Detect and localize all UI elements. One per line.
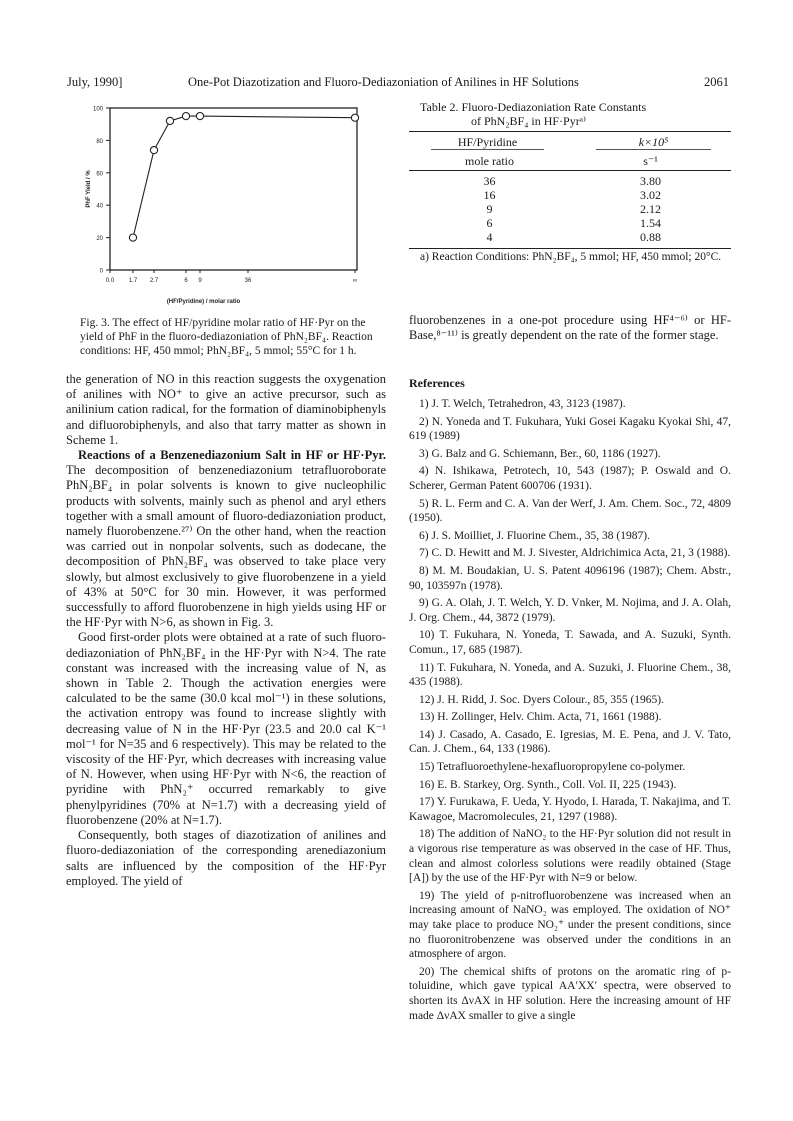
paragraph-2 <box>66 448 386 630</box>
reference-item: 4) N. Ishikawa, Petrotech, 10, 543 (1987); P. Oswald and O. Scherer, German Patent 600706 (1931). <box>409 465 731 492</box>
paragraph-continuation: fluorobenzenes in a one-pot procedure using HF⁴⁻⁶⁾ or HF-Base,⁸⁻¹¹⁾ is greatly dependent on the rate of the former stage. <box>409 313 731 343</box>
x-tick-label: ∞ <box>352 278 358 284</box>
paragraph-2-text: The decomposition of benzenediazonium tetrafluoroborate PhN₂BF₄ in polar solvents is known to give nucleophilic products with solvents, mainly such as phenol and aryl ethers together with a small amount of fluoro-dediazoniation product, namely fluorobenzene.²⁷⁾ On the other hand, when the reaction was carried out in nonpolar solvents, such as dodecane, the decomposition of PhN₂BF₄ was observed to take place very slowly, but almost exclusively to give fluorobenzene in a yield of 43% at 50°C for 30 min. However, it was performed successfully to afford fluorobenzene in high yields using HF or the HF·Pyr with N>6, as shown in Fig. 3. <box>66 463 386 630</box>
reference-item: 20) The chemical shifts of protons on the aromatic ring of p-toluidine, which gave typical AA′XX′ spectra, were observed to shorten its ΔνAX in HF solution. Here the increasing amount of HF made ΔνAX smaller to give a single <box>409 965 731 1022</box>
paragraph-3: Good first-order plots were obtained at a rate of such fluoro-dediazoniation of PhN₂BF₄ in the HF·Pyr with N>4. The rate constant was increased with the increasing value of N, as shown in Table 2. Though the activation energies were calculated to be the same (30.0 kcal mol⁻¹) in these solutions, the activation entropy was found to increase slightly with decreasing value of N in the HF·Pyr (23.5 and 20.0 cal K⁻¹ mol⁻¹ for N=35 and 6 respectively). This may be related to the viscosity of the HF·Pyr, which decreases with increasing value of N. However, when using HF·Pyr with N<6, the reaction of pyridine with PhN₂⁺ occurred remarkably to give phenylpyridines (70% at N=1.7) with a decreasing yield of fluorobenzene (20% at N=1.7). <box>66 630 386 827</box>
table-title-line2: of PhN₂BF₄ in HF·Pyrᵃ⁾ <box>471 114 586 128</box>
table-row <box>409 188 731 202</box>
right-column-continuation <box>409 313 731 343</box>
cell-k: 2.12 <box>640 202 661 216</box>
yield-chart <box>80 98 380 313</box>
paragraph-1: the generation of NO in this reaction suggests the oxygenation of anilines with NO⁺ to give an active precursor, such as anilinium cation radical, for the formation of diaminobiphenyls and difluorobiphenyls, and also that tarry matter as shown in Scheme 1. <box>66 372 386 447</box>
y-tick-label: 100 <box>92 106 103 113</box>
reference-item: 13) H. Zollinger, Helv. Chim. Acta, 71, 1661 (1988). <box>419 711 662 724</box>
section-heading: Reactions of a Benzenediazonium Salt in HF or HF·Pyr. <box>78 448 386 463</box>
table-row <box>409 171 731 189</box>
cell-ratio: 16 <box>483 188 496 202</box>
x-tick-label: 0.0 <box>105 278 115 284</box>
col-sub-ratio: mole ratio <box>465 154 514 168</box>
col-header-k: k×10⁵ <box>596 135 711 150</box>
table-row <box>409 230 731 249</box>
running-header-date: July, 1990] <box>67 75 123 89</box>
data-point <box>351 114 358 121</box>
reference-item: 12) J. H. Ridd, J. Soc. Dyers Colour., 85, 355 (1965). <box>419 693 665 706</box>
table-footnote: a) Reaction Conditions: PhN₂BF₄, 5 mmol; HF, 450 mmol; 20°C. <box>420 251 722 263</box>
data-point <box>150 147 157 154</box>
reference-item: 6) J. S. Moilliet, J. Fluorine Chem., 35, 38 (1987). <box>419 529 650 542</box>
reference-item: 15) Tetrafluoroethylene-hexafluoropropylene co-polymer. <box>419 761 686 774</box>
series-line <box>133 116 355 238</box>
cell-ratio: 36 <box>409 171 570 189</box>
table-row <box>409 216 731 230</box>
references-list <box>409 397 731 1026</box>
reference-item: 5) R. L. Ferm and C. A. Van der Werf, J. Am. Chem. Soc., 72, 4809 (1950). <box>409 497 731 525</box>
reference-item: 18) The addition of NaNO₂ to the HF·Pyr solution did not result in a vigorous rise temperature as was observed in the case of HF. Thus, clean and almost colorless solutions were readily obtained (Stage [A]) by the use of the HF·Pyr with N=9 or below. <box>409 828 731 885</box>
table-title-line1: Table 2. Fluoro-Dediazoniation Rate Constants <box>420 100 647 114</box>
reference-item: 9) G. A. Olah, J. T. Welch, Y. D. Vnker, M. Nojima, and J. A. Olah, J. Org. Chem., 44, 3872 (1979). <box>409 597 731 624</box>
reference-item: 7) C. D. Hewitt and M. J. Sivester, Aldrichimica Acta, 21, 3 (1988). <box>419 547 731 560</box>
table-row <box>409 202 731 216</box>
cell-ratio: 9 <box>486 202 493 216</box>
col-header-ratio: HF/Pyridine <box>431 135 544 150</box>
references-heading: References <box>409 376 465 390</box>
figure-caption: Fig. 3. The effect of HF/pyridine molar ratio of HF·Pyr on the yield of PhF in the fluoro-dediazoniation of PhN₂BF₄. Reaction conditions: HF, 450 mmol; PhN₂BF₄, 5 mmol; 55°C for 1 h. <box>80 317 373 357</box>
left-column <box>66 372 386 889</box>
paragraph-4: Consequently, both stages of diazotization of anilines and fluoro-dediazoniation of the corresponding arenediazonium salts are influenced by the composition of the HF·Pyr employed. The yield of <box>66 828 386 888</box>
y-tick-label: 20 <box>96 236 103 243</box>
table-title <box>420 100 730 128</box>
cell-k: 3.02 <box>640 188 661 202</box>
x-tick-label: 36 <box>244 278 252 284</box>
reference-item: 16) E. B. Starkey, Org. Synth., Coll. Vol. II, 225 (1943). <box>419 778 677 791</box>
data-point <box>182 113 189 120</box>
reference-item: 19) The yield of p-nitrofluorobenzene was increased when an increasing amount of NaNO₂ was employed. The oxidation of NO⁺ may take place to produce NO₂⁺ under the present conditions, since no fluoronitrobenzene was observed under the conditions in an atmosphere of argon. <box>409 889 731 961</box>
reference-item: 11) T. Fukuhara, N. Yoneda, and A. Suzuki, J. Fluorine Chem., 38, 435 (1988). <box>409 661 731 689</box>
col-sub-k: s⁻¹ <box>643 154 658 168</box>
data-point <box>129 234 136 241</box>
reference-item: 1) J. T. Welch, Tetrahedron, 43, 3123 (1987). <box>419 398 626 410</box>
reference-item: 14) J. Casado, A. Casado, E. Igresias, M. E. Pena, and J. V. Tato, Can. J. Chem., 64, 133 (1986). <box>409 728 731 756</box>
plot-frame <box>110 108 357 270</box>
y-tick-label: 80 <box>96 138 103 145</box>
cell-ratio: 6 <box>486 216 493 230</box>
y-tick-label: 60 <box>96 171 103 178</box>
x-tick-label: 2.7 <box>149 278 159 284</box>
x-axis-label: (HF/Pyridine) / molar ratio <box>166 299 241 305</box>
reference-item: 17) Y. Furukawa, F. Ueda, Y. Hyodo, I. Harada, T. Nakajima, and T. Kawagoe, Macromolecules, 21, 1297 (1988). <box>409 796 731 823</box>
data-point <box>166 117 173 124</box>
cell-ratio: 4 <box>409 230 570 249</box>
y-tick-label: 0 <box>99 268 103 275</box>
reference-item: 8) M. M. Boudakian, U. S. Patent 4096196 (1987); Chem. Abstr., 90, 103597n (1978). <box>409 564 731 592</box>
x-tick-label: 1.7 <box>128 278 138 284</box>
data-point <box>196 113 203 120</box>
table-body <box>409 171 731 249</box>
rate-constants-table <box>409 131 731 249</box>
figure-3 <box>80 98 380 313</box>
x-tick-label: 6 <box>184 278 188 284</box>
y-tick-label: 40 <box>96 203 103 210</box>
y-axis-label: PhF Yield / % <box>86 170 92 208</box>
running-header-title: One-Pot Diazotization and Fluoro-Dediazoniation of Anilines in HF Solutions <box>188 75 579 89</box>
x-tick-label: 9 <box>198 278 202 284</box>
cell-k: 1.54 <box>640 216 661 230</box>
reference-item: 2) N. Yoneda and T. Fukuhara, Yuki Gosei Kagaku Kyokai Shi, 47, 619 (1989) <box>409 415 731 443</box>
reference-item: 3) G. Balz and G. Schiemann, Ber., 60, 1186 (1927). <box>419 447 661 460</box>
reference-item: 10) T. Fukuhara, N. Yoneda, T. Sawada, and A. Suzuki, Synth. Comun., 17, 685 (1987). <box>409 629 731 656</box>
cell-k: 3.80 <box>570 171 731 189</box>
page-number: 2061 <box>704 75 729 89</box>
cell-k: 0.88 <box>570 230 731 249</box>
